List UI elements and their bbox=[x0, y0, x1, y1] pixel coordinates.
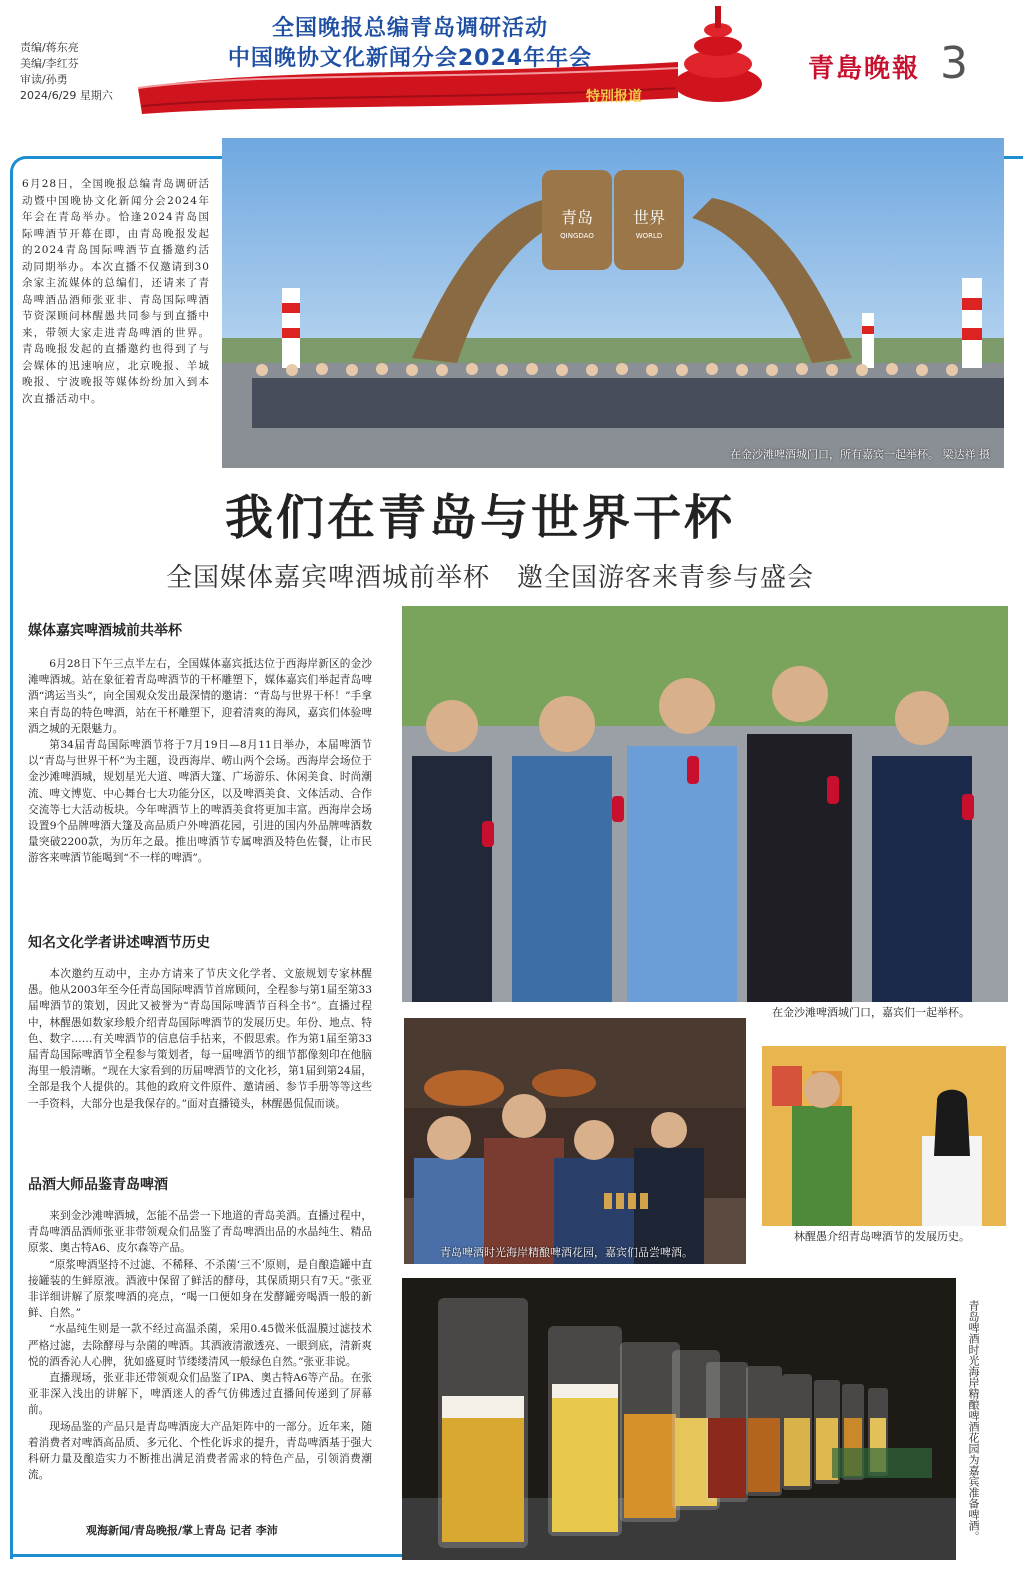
issue-date: 2024/6/29 星期六 bbox=[20, 89, 113, 102]
editor-credit: 责编/蒋东亮 bbox=[20, 41, 79, 54]
reviewer-credit: 审读/孙勇 bbox=[20, 73, 68, 86]
intro-paragraph: 6月28日，全国晚报总编青岛调研活动暨中国晚协文化新闻分会2024年年会在青岛举办。恰逢2024青岛国际啤酒节开幕在即，由青岛晚报发起的2024青岛国际啤酒节直播邀约活动同期举办。本次直播不仅邀请到30余家主流媒体的总编们，还请来了青岛啤酒品酒师张亚非、青岛国际啤酒节资深顾问林醒愚共同参与到直播中来，带领大家走进青岛啤酒的世界。青岛晚报发起的直播邀约也得到了与会媒体的迅速响应，北京晚报、羊城晚报、宁波晚报等媒体纷纷加入到本次直播活动中。 bbox=[22, 178, 210, 405]
section-heading-1: 媒体嘉宾啤酒城前共举杯 bbox=[28, 623, 182, 639]
tasting-photo bbox=[404, 1018, 746, 1264]
guests-cheers-photo bbox=[402, 606, 1008, 1002]
byline: 观海新闻/青岛晚报/掌上青岛 记者 李沛 bbox=[86, 1524, 278, 1537]
beer-glasses-photo bbox=[402, 1278, 956, 1560]
paragraph: 6月28日下午三点半左右，全国媒体嘉宾抵达位于西海岸新区的金沙滩啤酒城。站在象征着青岛啤酒节的干杯雕塑下，媒体嘉宾们举起青岛啤酒“鸿运当头”，向全国观众发出最深情的邀请：“青岛与世界干杯！”手拿来自青岛的特色啤酒，站在干杯雕塑下，迎着清爽的海风，嘉宾们体验啤酒之城的无限魅力。 bbox=[28, 658, 372, 735]
paragraph: “水晶纯生则是一款不经过高温杀菌，采用0.45微米低温膜过滤技术严格过滤，去除酵母与杂菌的啤酒。其酒液清澈透亮、一眼到底，清新爽悦的酒香沁人心脾，犹如盛夏时节缕缕清风一般绿色自然。”张亚非说。 bbox=[28, 1323, 372, 1368]
section-body-1 bbox=[28, 656, 372, 867]
paragraph: “原浆啤酒坚持不过滤、不稀释、不杀菌‘三不’原则，是自酿造罐中直接罐装的生鲜原液。酒液中保留了鲜活的酵母，其保质期只有7天。”张亚非详细讲解了原浆啤酒的亮点，“喝一口便如身在发酵罐旁喝酒一般的新鲜、自然。” bbox=[28, 1258, 372, 1320]
sculpture-label-right-en: WORLD bbox=[635, 232, 663, 240]
event-headline-2: 中国晚协文化新闻分会2024年年会 bbox=[227, 46, 593, 71]
sculpture-group-photo bbox=[222, 138, 1004, 468]
section-body-3 bbox=[28, 1208, 372, 1483]
frame-bottom-rule bbox=[10, 1554, 410, 1557]
paragraph: 现场品鉴的产品只是青岛啤酒庞大产品矩阵中的一部分。近年来，随着消费者对啤酒高品质、多元化、个性化诉求的提升，青岛啤酒基于强大科研力量及酿造实力不断推出满足消费者需求的特色产品，引领消费潮流。 bbox=[28, 1420, 372, 1482]
paragraph: 来到金沙滩啤酒城，怎能不品尝一下地道的青岛美酒。直播过程中，青岛啤酒品酒师张亚非带领观众们品鉴了青岛啤酒出品的水晶纯生、精品原浆、奥古特A6、皮尔森等产品。 bbox=[28, 1210, 372, 1255]
top-photo-caption: 在金沙滩啤酒城门口，所有嘉宾一起举杯。 梁达祥 摄 bbox=[730, 448, 990, 461]
beer-photo-caption: 青岛啤酒时光海岸精酿啤酒花园为嘉宾准备啤酒。 bbox=[967, 1300, 980, 1542]
tasting-photo-caption: 青岛啤酒时光海岸精酿啤酒花园，嘉宾们品尝啤酒。 bbox=[440, 1246, 693, 1259]
event-headline-1: 全国晚报总编青岛调研活动 bbox=[271, 16, 548, 41]
paragraph: 第34届青岛国际啤酒节将于7月19日—8月11日举办，本届啤酒节以“青岛与世界干杯”为主题，设西海岸、崂山两个会场。西海岸会场位于金沙滩啤酒城，规划星光大道、啤酒大篷、广场游乐、休闲美食、时尚潮流、啤文博览、中心舞台七大功能分区，以及啤酒美食、文体活动、合作交流等七大活动板块。今年啤酒节上的啤酒美食将更加丰富。西海岸会场设置9个品牌啤酒大篷及高品质户外啤酒花园，引进的国内外品牌啤酒数量突破2200款，为历年之最。推出啤酒节专属啤酒及特色佐餐，让市民游客来啤酒节能喝到“不一样的啤酒”。 bbox=[28, 739, 372, 865]
page-number: 3 bbox=[940, 38, 968, 89]
paragraph: 直播现场，张亚非还带领观众们品鉴了IPA、奥古特A6等产品。在张亚非深入浅出的讲解下，啤酒迷人的香气仿佛透过直播间传递到了屏幕前。 bbox=[28, 1372, 372, 1417]
designer-credit: 美编/李红芬 bbox=[20, 57, 79, 70]
section-body-2 bbox=[28, 966, 372, 1112]
special-report-label: 特别报道 bbox=[586, 89, 642, 105]
section-heading-2: 知名文化学者讲述啤酒节历史 bbox=[28, 935, 210, 951]
article-subtitle: 全国媒体嘉宾啤酒城前举杯 邀全国游客来青参与盛会 bbox=[165, 563, 814, 593]
credits bbox=[20, 40, 113, 104]
sculpture-label-right: 世界 bbox=[632, 208, 666, 227]
cheers-photo-caption: 在金沙滩啤酒城门口，嘉宾们一起举杯。 bbox=[772, 1006, 970, 1019]
newspaper-brand: 青島晚報 bbox=[808, 54, 921, 84]
sculpture-scene-illustration bbox=[222, 138, 1004, 468]
lin-scene-illustration bbox=[762, 1046, 1006, 1226]
article-title: 我们在青岛与世界干杯 bbox=[224, 490, 735, 546]
sculpture-label-left: 青岛 bbox=[560, 208, 594, 227]
beer-glasses-illustration bbox=[402, 1278, 956, 1560]
paragraph: 本次邀约互动中，主办方请来了节庆文化学者、文旅规划专家林醒愚。他从2003年至今任青岛国际啤酒节首席顾问，全程参与第1届至第33届啤酒节的策划，因此又被誉为“青岛国际啤酒节百科全书”。直播过程中，林醒愚如数家珍般介绍青岛国际啤酒节的发展历史。年份、地点、特色、数字……有关啤酒节的信息信手拈来，不假思索。作为第1届至第33届青岛国际啤酒节全程参与策划者，每一届啤酒节的细节都像刻印在他脑海里一般清晰。“现在大家看到的历届啤酒节的文化衫，第1届到第24届，全部是我个人提供的。其他的政府文件原件、邀请函、参节手册等等这些一手资料，大部分也是我保存的。”面对直播镜头，林醒愚侃侃而谈。 bbox=[28, 968, 372, 1110]
lin-xingyu-photo bbox=[762, 1046, 1006, 1226]
red-tower-logo-icon bbox=[668, 2, 768, 114]
cheers-scene-illustration bbox=[402, 606, 1008, 1002]
tasting-scene-illustration bbox=[404, 1018, 746, 1264]
section-heading-3: 品酒大师品鉴青岛啤酒 bbox=[28, 1177, 168, 1193]
lin-photo-caption: 林醒愚介绍青岛啤酒节的发展历史。 bbox=[794, 1230, 970, 1243]
sculpture-label-left-en: QINGDAO bbox=[560, 232, 594, 240]
